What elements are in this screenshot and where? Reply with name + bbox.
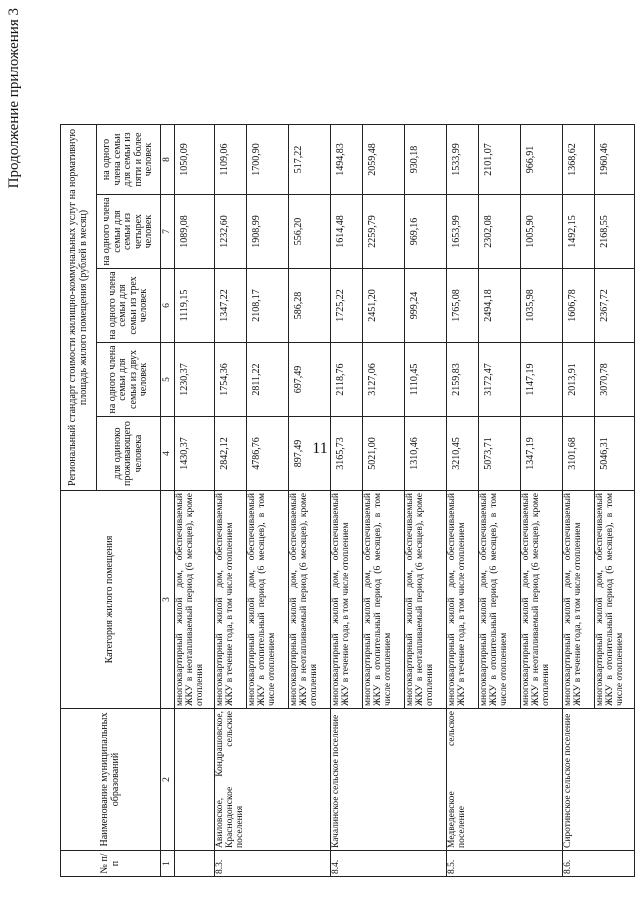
value-cell: 999,24 <box>405 269 447 343</box>
value-cell: 1614,48 <box>331 195 363 269</box>
value-cell: 2108,17 <box>247 269 289 343</box>
value-cell: 1492,15 <box>563 195 595 269</box>
value-cell: 556,20 <box>289 195 331 269</box>
value-cell: 1700,90 <box>247 125 289 195</box>
value-cell: 3210,45 <box>447 417 479 491</box>
category-cell: многоквартирный жилой дом, обеспечиваемый ЖКУ в отопительный период (6 месяцев), в том числе отоплением <box>595 491 635 709</box>
category-cell: многоквартирный жилой дом, обеспечиваемый ЖКУ в течение года, в том числе отоплением <box>563 491 595 709</box>
table-row <box>331 125 363 877</box>
header-col8: на одного члена семьи для семьи из пяти и более человек <box>97 125 161 195</box>
page-number: 11 <box>312 440 328 457</box>
row-number <box>175 851 215 877</box>
municipality-name: Сиротинское сельское поселение <box>563 709 635 851</box>
value-cell: 1005,90 <box>521 195 563 269</box>
value-cell: 1310,46 <box>405 417 447 491</box>
col-number: 8 <box>161 125 175 195</box>
value-cell: 1765,08 <box>447 269 479 343</box>
value-cell: 5021,00 <box>363 417 405 491</box>
value-cell: 2451,20 <box>363 269 405 343</box>
municipality-name: Медведевское сельское поселение <box>447 709 563 851</box>
table-row <box>175 125 215 877</box>
category-cell: многоквартирный жилой дом, обеспечиваемый ЖКУ в отопительный период (6 месяцев), в том числе отоплением <box>247 491 289 709</box>
municipality-name: Авиловское, Кондрашовское, Краснодонское сельские поселения <box>215 709 331 851</box>
value-cell: 1725,22 <box>331 269 363 343</box>
value-cell: 1050,09 <box>175 125 215 195</box>
header-col-group: Региональный стандарт стоимости жилищно-коммунальных услуг на нормативную площадь жилого помещения (рублей в месяц) <box>61 125 97 491</box>
col-number: 3 <box>161 491 175 709</box>
category-cell: многоквартирный жилой дом, обеспечиваемый ЖКУ в неотапливаемый период (6 месяцев), кроме отопления <box>521 491 563 709</box>
value-cell: 586,28 <box>289 269 331 343</box>
value-cell: 5046,31 <box>595 417 635 491</box>
value-cell: 897,49 <box>289 417 331 491</box>
header-col7: на одного члена семьи для семьи из четырех человек <box>97 195 161 269</box>
value-cell: 969,16 <box>405 195 447 269</box>
value-cell: 2168,55 <box>595 195 635 269</box>
tariff-table <box>60 124 635 877</box>
col-number: 6 <box>161 269 175 343</box>
value-cell: 2059,48 <box>363 125 405 195</box>
value-cell: 2101,07 <box>479 125 521 195</box>
header-col4: для одиноко проживающего человека <box>97 417 161 491</box>
value-cell: 2013,91 <box>563 343 595 417</box>
value-cell: 1754,36 <box>215 343 247 417</box>
category-cell: многоквартирный жилой дом, обеспечиваемый ЖКУ в течение года, в том числе отоплением <box>215 491 247 709</box>
row-number: 8.4. <box>331 851 447 877</box>
municipality-name <box>175 709 215 851</box>
value-cell: 2494,18 <box>479 269 521 343</box>
category-cell: многоквартирный жилой дом, обеспечиваемый ЖКУ в неотапливаемый период (6 месяцев), кроме отопления <box>175 491 215 709</box>
row-number: 8.5. <box>447 851 563 877</box>
value-cell: 966,91 <box>521 125 563 195</box>
value-cell: 1347,22 <box>215 269 247 343</box>
value-cell: 2367,72 <box>595 269 635 343</box>
category-cell: многоквартирный жилой дом, обеспечиваемый ЖКУ в отопительный период (6 месяцев), в том числе отоплением <box>363 491 405 709</box>
table-row <box>447 125 479 877</box>
value-cell: 3101,68 <box>563 417 595 491</box>
table-row <box>563 125 595 877</box>
value-cell: 2118,76 <box>331 343 363 417</box>
value-cell: 1653,99 <box>447 195 479 269</box>
row-number: 8.3. <box>215 851 331 877</box>
value-cell: 5073,71 <box>479 417 521 491</box>
category-cell: многоквартирный жилой дом, обеспечиваемый ЖКУ в течение года, в том числе отоплением <box>447 491 479 709</box>
value-cell: 1230,37 <box>175 343 215 417</box>
header-col5: на одного члена семьи для семьи из двух человек <box>97 343 161 417</box>
value-cell: 1147,19 <box>521 343 563 417</box>
value-cell: 1089,08 <box>175 195 215 269</box>
value-cell: 3127,06 <box>363 343 405 417</box>
value-cell: 3165,73 <box>331 417 363 491</box>
value-cell: 2811,22 <box>247 343 289 417</box>
header-col-category: Категория жилого помещения <box>61 491 161 709</box>
value-cell: 4786,76 <box>247 417 289 491</box>
appendix-title: Продолжение приложения 3 <box>6 8 22 189</box>
value-cell: 1960,46 <box>595 125 635 195</box>
header-col6: на одного члена семьи для семьи из трех человек <box>97 269 161 343</box>
table-row <box>215 125 247 877</box>
value-cell: 1494,83 <box>331 125 363 195</box>
value-cell: 2259,79 <box>363 195 405 269</box>
category-cell: многоквартирный жилой дом, обеспечиваемый ЖКУ в отопительный период (6 месяцев), в том числе отоплением <box>479 491 521 709</box>
row-number: 8.6. <box>563 851 635 877</box>
value-cell: 1119,15 <box>175 269 215 343</box>
value-cell: 1035,98 <box>521 269 563 343</box>
header-col-no: № п/п <box>61 851 161 877</box>
value-cell: 1533,99 <box>447 125 479 195</box>
col-number: 2 <box>161 709 175 851</box>
category-cell: многоквартирный жилой дом, обеспечиваемый ЖКУ в течение года, в том числе отоплением <box>331 491 363 709</box>
value-cell: 2159,83 <box>447 343 479 417</box>
header-col-name: Наименование муниципальных образований <box>61 709 161 851</box>
value-cell: 1606,78 <box>563 269 595 343</box>
value-cell: 930,18 <box>405 125 447 195</box>
value-cell: 3070,78 <box>595 343 635 417</box>
value-cell: 1232,60 <box>215 195 247 269</box>
value-cell: 2842,12 <box>215 417 247 491</box>
value-cell: 1347,19 <box>521 417 563 491</box>
value-cell: 1368,62 <box>563 125 595 195</box>
category-cell: многоквартирный жилой дом, обеспечиваемый ЖКУ в неотапливаемый период (6 месяцев), кроме отопления <box>289 491 331 709</box>
value-cell: 1430,37 <box>175 417 215 491</box>
value-cell: 1109,06 <box>215 125 247 195</box>
value-cell: 1908,99 <box>247 195 289 269</box>
value-cell: 1110,45 <box>405 343 447 417</box>
category-cell: многоквартирный жилой дом, обеспечиваемый ЖКУ в неотапливаемый период (6 месяцев), кроме отопления <box>405 491 447 709</box>
municipality-name: Качалинское сельское поселение <box>331 709 447 851</box>
col-number: 5 <box>161 343 175 417</box>
value-cell: 517,22 <box>289 125 331 195</box>
col-number: 4 <box>161 417 175 491</box>
col-number: 1 <box>161 851 175 877</box>
value-cell: 3172,47 <box>479 343 521 417</box>
value-cell: 697,49 <box>289 343 331 417</box>
value-cell: 2302,08 <box>479 195 521 269</box>
col-number: 7 <box>161 195 175 269</box>
